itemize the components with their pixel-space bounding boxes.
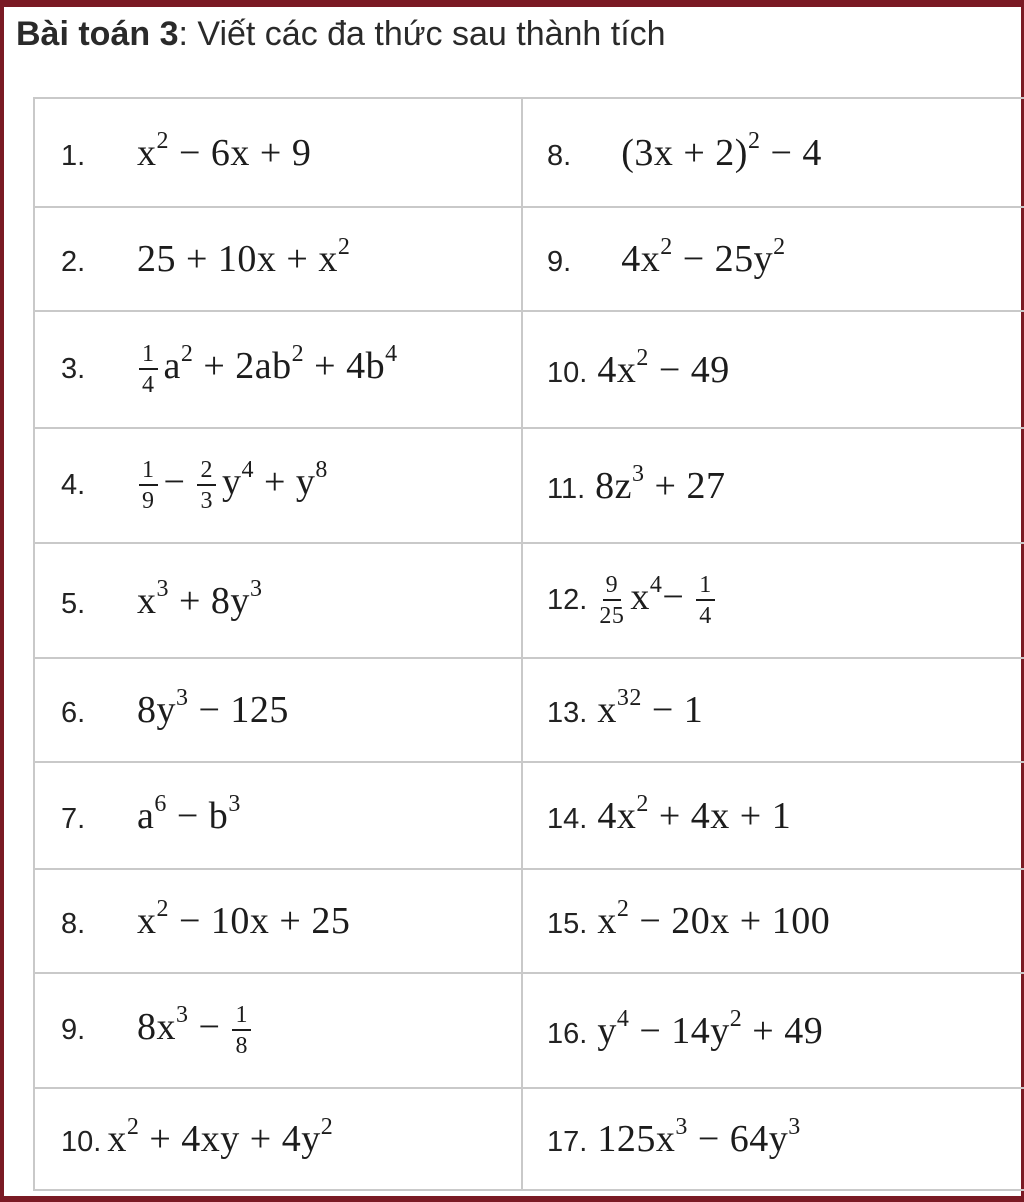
exercise-cell bbox=[34, 869, 522, 973]
exercise-number: 2. bbox=[61, 246, 86, 278]
exercise-cell bbox=[522, 762, 1024, 869]
exercise-number: 13. bbox=[547, 697, 588, 729]
exercise-cell bbox=[34, 762, 522, 869]
exercise-cell bbox=[34, 428, 522, 543]
title-text: : Viết các đa thức sau thành tích bbox=[178, 15, 666, 53]
exercise-number: 15. bbox=[547, 908, 588, 940]
exercise-number: 11. bbox=[547, 472, 586, 505]
exercise-expression: $x^{32} - 1$ bbox=[597, 685, 704, 731]
exercise-expression: $8z^3 + 27$ bbox=[595, 460, 726, 507]
table-row bbox=[34, 869, 1024, 973]
exercise-expression: $\frac{1}{9}$ − $\frac{2}{3}$ $y^4 + y^8$ bbox=[137, 458, 328, 513]
exercise-expression: $x^3 + 8y^3$ bbox=[137, 575, 263, 622]
exercise-cell bbox=[522, 658, 1024, 762]
exercise-number: 10. bbox=[61, 1126, 102, 1158]
exercise-number: 14. bbox=[547, 802, 588, 835]
exercise-number: 5. bbox=[61, 587, 86, 620]
exercise-number: 16. bbox=[547, 1017, 588, 1050]
exercise-number: 1. bbox=[61, 139, 86, 172]
exercise-expression: $x^2 + 4xy + 4y^2$ bbox=[107, 1114, 334, 1160]
exercise-cell bbox=[522, 543, 1024, 658]
exercise-cell bbox=[522, 98, 1024, 207]
exercise-cell bbox=[34, 207, 522, 311]
exercise-cell bbox=[522, 869, 1024, 973]
exercise-expression: $4x^2 - 49$ bbox=[597, 344, 730, 391]
page-title bbox=[16, 15, 666, 54]
exercise-number: 8. bbox=[61, 908, 86, 940]
fraction: $\frac{2}{3}$ bbox=[197, 458, 216, 513]
fraction: $\frac{9}{25}$ bbox=[599, 572, 625, 629]
fraction: $\frac{1}{4}$ bbox=[139, 342, 158, 397]
exercise-number: 3. bbox=[61, 353, 86, 386]
exercise-expression: $\frac{9}{25}$ $x^4-$ $\frac{1}{4}$ bbox=[597, 573, 720, 628]
exercise-cell bbox=[34, 543, 522, 658]
exercise-expression: $8y^3 - 125$ bbox=[137, 685, 289, 731]
exercise-number: 9. bbox=[61, 1014, 86, 1047]
exercise-number: 17. bbox=[547, 1126, 588, 1158]
exercise-number: 10. bbox=[547, 356, 588, 389]
table-row bbox=[34, 973, 1024, 1088]
exercise-cell bbox=[522, 207, 1024, 311]
fraction: $\frac{1}{8}$ bbox=[232, 1003, 251, 1058]
exercise-expression: $y^4 - 14y^2 + 49$ bbox=[597, 1005, 824, 1052]
exercise-cell bbox=[34, 311, 522, 428]
title-label: Bài toán 3 bbox=[16, 15, 179, 53]
exercise-expression: $x^2 - 10x + 25$ bbox=[137, 896, 351, 942]
table-row bbox=[34, 207, 1024, 311]
exercise-cell bbox=[34, 973, 522, 1088]
exercise-number: 4. bbox=[61, 469, 86, 502]
table-row bbox=[34, 1088, 1024, 1190]
exercise-number: 9. bbox=[547, 246, 572, 278]
exercise-number: 8. bbox=[547, 139, 572, 172]
table-row bbox=[34, 658, 1024, 762]
table-row bbox=[34, 98, 1024, 207]
exercise-expression: $(3x + 2)^2 - 4$ bbox=[621, 127, 822, 174]
exercise-expression: $x^2 - 20x + 100$ bbox=[597, 896, 831, 942]
exercise-cell bbox=[522, 428, 1024, 543]
exercise-cell bbox=[34, 98, 522, 207]
exercise-cell bbox=[522, 1088, 1024, 1190]
exercise-expression: $125x^3 - 64y^3$ bbox=[597, 1114, 801, 1160]
exercise-expression: $4x^2 + 4x + 1$ bbox=[597, 790, 792, 837]
exercise-cell bbox=[522, 973, 1024, 1088]
exercise-cell bbox=[34, 1088, 522, 1190]
exercise-cell bbox=[522, 311, 1024, 428]
exercise-table bbox=[33, 97, 1024, 1191]
exercise-number: 12. bbox=[547, 584, 588, 617]
fraction: $\frac{1}{9}$ bbox=[139, 458, 158, 513]
exercise-expression: $x^2 - 6x + 9$ bbox=[137, 127, 312, 174]
exercise-expression: $4x^2 - 25y^2$ bbox=[621, 234, 786, 280]
exercise-number: 7. bbox=[61, 802, 86, 835]
exercise-expression: $a^6 - b^3$ bbox=[137, 790, 241, 837]
exercise-cell bbox=[34, 658, 522, 762]
table-row bbox=[34, 428, 1024, 543]
exercise-number: 6. bbox=[61, 697, 86, 729]
table-row bbox=[34, 543, 1024, 658]
fraction: $\frac{1}{4}$ bbox=[696, 573, 715, 628]
exercise-expression: $8x^3$ − $\frac{1}{8}$ bbox=[137, 1003, 257, 1058]
exercise-expression: $25 + 10x + x^2$ bbox=[137, 234, 351, 280]
table-row bbox=[34, 311, 1024, 428]
table-row bbox=[34, 762, 1024, 869]
exercise-expression: $\frac{1}{4}$ $a^2 + 2ab^2 + 4b^4$ bbox=[137, 342, 398, 397]
